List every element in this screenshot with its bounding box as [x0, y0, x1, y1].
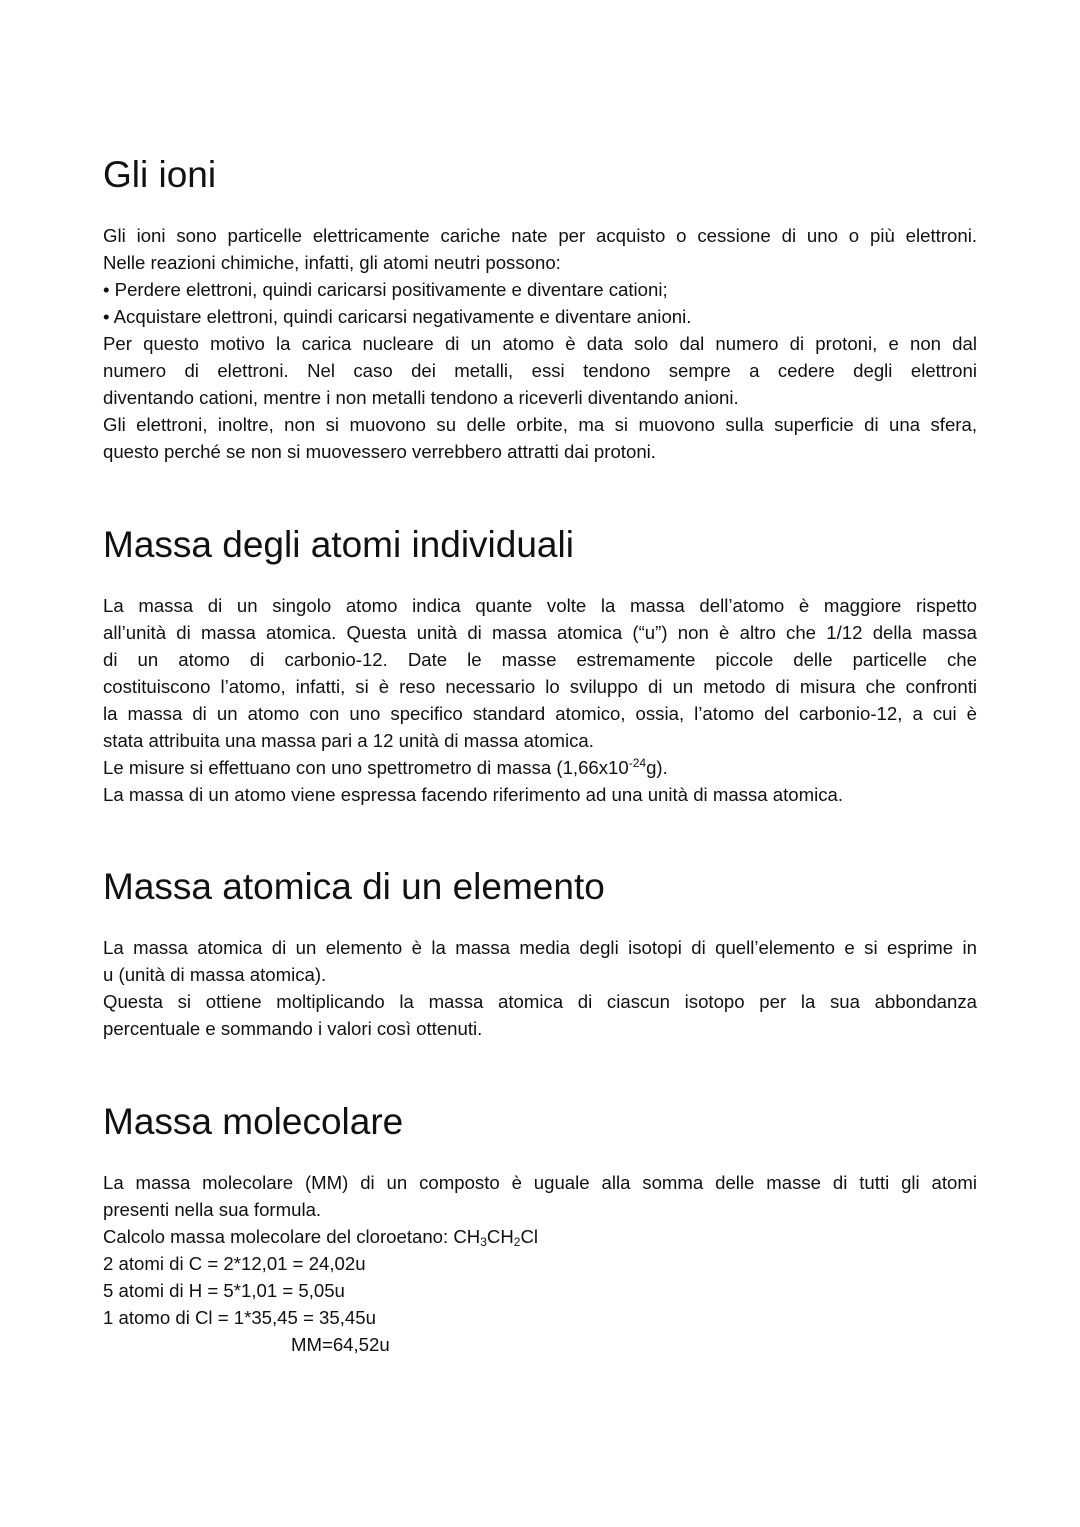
- text-line: Questa si ottiene moltiplicando la massa atomica di ciascun isotopo per la sua abbondanza: [103, 991, 977, 1012]
- text-run: Le misure si effettuano con uno spettrometro di massa (1,66x10: [103, 757, 629, 778]
- text-line: all’unità di massa atomica. Questa unità di massa atomica (“u”) non è altro che 1/12 della massa: [103, 622, 977, 643]
- subscript: 2: [513, 1235, 521, 1249]
- text-line: stata attribuita una massa pari a 12 unità di massa atomica.: [103, 730, 594, 751]
- text-line: 2 atomi di C = 2*12,01 = 24,02u: [103, 1253, 366, 1274]
- paragraph-massa-atomi-individuali: [103, 592, 977, 808]
- text-line: Gli elettroni, inoltre, non si muovono su delle orbite, ma si muovono sulla superficie di una sfera,: [103, 414, 977, 435]
- text-run: Calcolo massa molecolare del cloroetano: CH: [103, 1226, 481, 1247]
- text-line: numero di elettroni. Nel caso dei metalli, essi tendono sempre a cedere degli elettroni: [103, 360, 977, 381]
- text-line: 5 atomi di H = 5*1,01 = 5,05u: [103, 1280, 345, 1301]
- text-line: Per questo motivo la carica nucleare di un atomo è data solo dal numero di protoni, e non dal: [103, 333, 977, 354]
- text-line: • Perdere elettroni, quindi caricarsi positivamente e diventare cationi;: [103, 279, 668, 300]
- text-run: g).: [646, 757, 668, 778]
- text-line: La massa molecolare (MM) di un composto è uguale alla somma delle masse di tutti gli atomi: [103, 1172, 977, 1193]
- paragraph-massa-atomica-elemento: [103, 934, 977, 1042]
- subscript: 3: [480, 1235, 487, 1249]
- superscript: -24: [628, 756, 647, 770]
- text-line: di un atomo di carbonio-12. Date le masse estremamente piccole delle particelle che: [103, 649, 977, 670]
- heading-massa-molecolare: Massa molecolare: [103, 1101, 404, 1142]
- text-run: CH: [486, 1226, 514, 1247]
- text-line: u (unità di massa atomica).: [103, 964, 327, 985]
- text-line: la massa di un atomo con uno specifico standard atomico, ossia, l’atomo del carbonio-12, a cui è: [103, 703, 977, 724]
- text-line: Gli ioni sono particelle elettricamente cariche nate per acquisto o cessione di uno o più elettroni.: [103, 225, 977, 246]
- paragraph-massa-molecolare: [103, 1169, 977, 1358]
- text-line: questo perché se non si muovessero verrebbero attratti dai protoni.: [103, 441, 656, 462]
- text-line: diventando cationi, mentre i non metalli tendono a riceverli diventando anioni.: [103, 387, 739, 408]
- text-line: MM=64,52u: [291, 1334, 390, 1355]
- paragraph-gli-ioni: [103, 222, 977, 465]
- heading-gli-ioni: Gli ioni: [103, 154, 217, 195]
- text-line: presenti nella sua formula.: [103, 1199, 322, 1220]
- text-line: [103, 1223, 977, 1250]
- text-line: costituiscono l’atomo, infatti, si è reso necessario lo sviluppo di un metodo di misura che confronti: [103, 676, 977, 697]
- heading-massa-atomica-elemento: Massa atomica di un elemento: [103, 866, 605, 907]
- text-line: [103, 754, 977, 781]
- heading-massa-atomi-individuali: Massa degli atomi individuali: [103, 524, 574, 565]
- text-line: 1 atomo di Cl = 1*35,45 = 35,45u: [103, 1307, 376, 1328]
- text-line: La massa atomica di un elemento è la massa media degli isotopi di quell’elemento e si esprime in: [103, 937, 977, 958]
- text-line: La massa di un atomo viene espressa facendo riferimento ad una unità di massa atomica.: [103, 784, 844, 805]
- text-line: Nelle reazioni chimiche, infatti, gli atomi neutri possono:: [103, 252, 561, 273]
- text-line: percentuale e sommando i valori così ottenuti.: [103, 1018, 483, 1039]
- text-line: La massa di un singolo atomo indica quante volte la massa dell’atomo è maggiore rispetto: [103, 595, 977, 616]
- text-line: • Acquistare elettroni, quindi caricarsi negativamente e diventare anioni.: [103, 306, 692, 327]
- text-run: Cl: [520, 1226, 539, 1247]
